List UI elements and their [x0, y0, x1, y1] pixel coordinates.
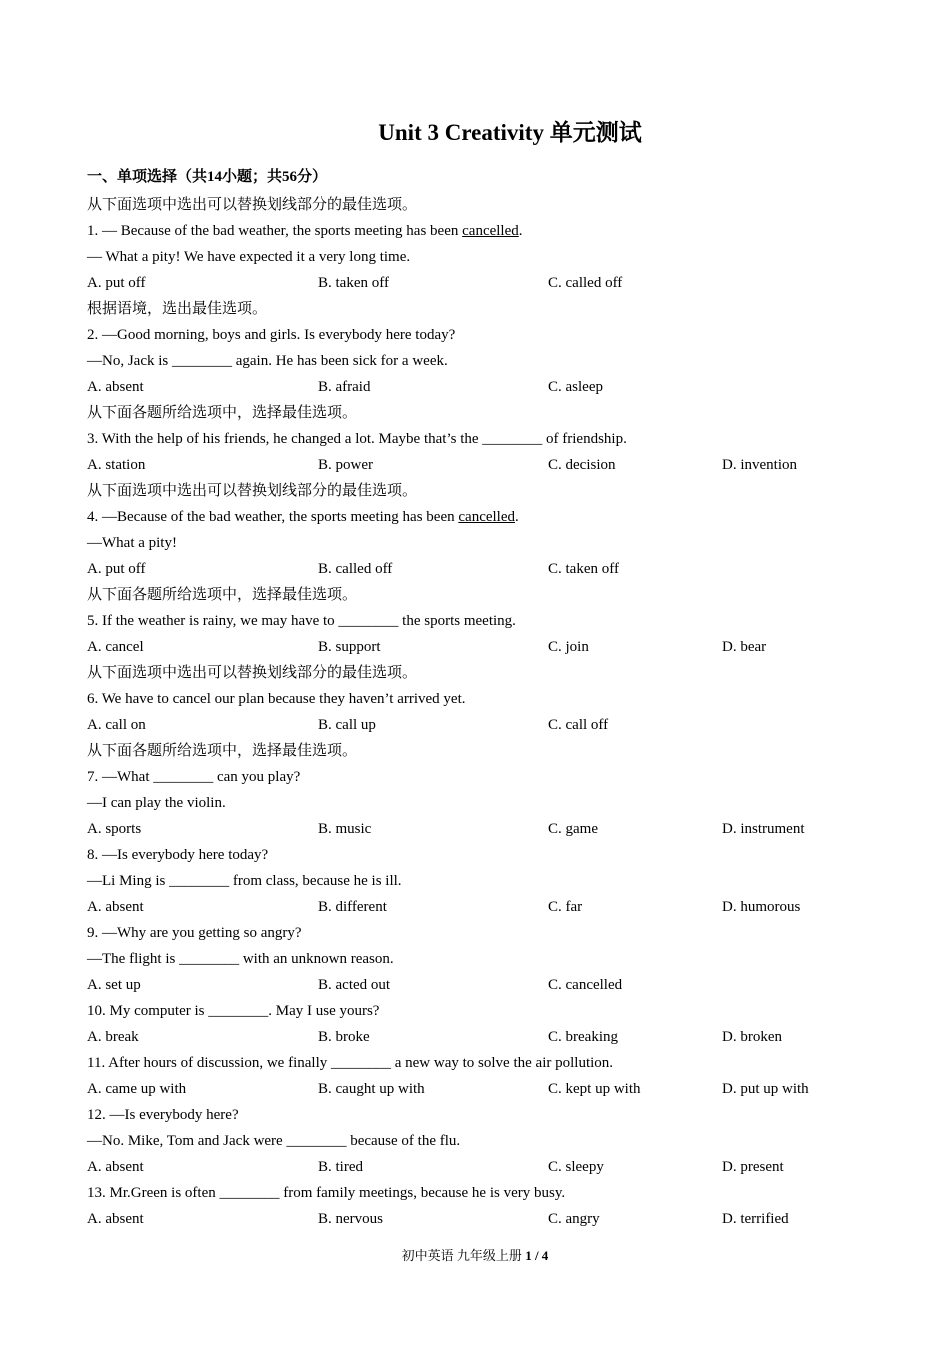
question-text: —The flight is ________ with an unknown reason.	[87, 951, 394, 967]
question-line	[87, 244, 887, 270]
question-line	[87, 348, 887, 374]
answer-option[interactable]: A. station	[87, 457, 146, 473]
answer-option[interactable]: A. put off	[87, 275, 146, 291]
answer-option[interactable]: D. bear	[722, 639, 767, 655]
answer-option[interactable]: A. cancel	[87, 639, 144, 655]
answer-option[interactable]: B. different	[318, 899, 387, 915]
answer-option[interactable]: C. join	[548, 639, 589, 655]
instruction-text: 从下面选项中选出可以替换划线部分的最佳选项。	[87, 197, 418, 213]
answer-option[interactable]: D. invention	[722, 457, 797, 473]
question-line	[87, 426, 887, 452]
question-text: —No. Mike, Tom and Jack were ________ because of the flu.	[87, 1133, 461, 1149]
answer-option[interactable]: C. far	[548, 899, 583, 915]
answer-option[interactable]: D. humorous	[722, 899, 801, 915]
answer-option[interactable]: A. put off	[87, 561, 146, 577]
question-text: 10. My computer is ________. May I use yours?	[87, 1003, 380, 1019]
answer-option[interactable]: B. called off	[318, 561, 393, 577]
answer-option[interactable]: A. absent	[87, 1211, 144, 1227]
question-block	[87, 660, 887, 738]
answer-options	[87, 816, 887, 842]
answer-option[interactable]: C. kept up with	[548, 1081, 641, 1097]
question-block	[87, 738, 887, 842]
instruction-text: 从下面各题所给选项中，选择最佳选项。	[87, 743, 358, 759]
answer-options	[87, 712, 887, 738]
answer-option[interactable]: C. breaking	[548, 1029, 618, 1045]
answer-option[interactable]: D. terrified	[722, 1211, 789, 1227]
answer-option[interactable]: B. taken off	[318, 275, 389, 291]
question-text: —I can play the violin.	[87, 795, 226, 811]
answer-option[interactable]: D. present	[722, 1159, 784, 1175]
question-line	[87, 790, 887, 816]
question-line	[87, 1102, 887, 1128]
question-line	[87, 764, 887, 790]
instruction-text: 从下面各题所给选项中，选择最佳选项。	[87, 405, 358, 421]
question-block	[87, 842, 887, 920]
question-list	[87, 192, 887, 1232]
question-text: 12. —Is everybody here?	[87, 1107, 239, 1123]
answer-option[interactable]: B. caught up with	[318, 1081, 425, 1097]
question-text: —No, Jack is ________ again. He has been sick for a week.	[87, 353, 448, 369]
answer-option[interactable]: C. sleepy	[548, 1159, 604, 1175]
underlined-word: cancelled	[462, 223, 519, 239]
instruction-text: 从下面各题所给选项中，选择最佳选项。	[87, 587, 358, 603]
question-line	[87, 842, 887, 868]
answer-options	[87, 452, 887, 478]
answer-option[interactable]: B. power	[318, 457, 373, 473]
question-block	[87, 400, 887, 478]
question-block	[87, 920, 887, 998]
question-text: — What a pity! We have expected it a very long time.	[87, 249, 411, 265]
question-text: 6. We have to cancel our plan because they haven’t arrived yet.	[87, 691, 466, 707]
question-line	[87, 868, 887, 894]
answer-options	[87, 894, 887, 920]
answer-option[interactable]: A. set up	[87, 977, 141, 993]
answer-option[interactable]: A. break	[87, 1029, 139, 1045]
answer-option[interactable]: C. taken off	[548, 561, 619, 577]
answer-option[interactable]: C. call off	[548, 717, 609, 733]
question-text: .	[515, 509, 519, 525]
answer-options	[87, 1154, 887, 1180]
answer-option[interactable]: D. instrument	[722, 821, 805, 837]
question-text: 3. With the help of his friends, he changed a lot. Maybe that’s the ________ of friendship.	[87, 431, 627, 447]
question-text: 1. — Because of the bad weather, the sports meeting has been	[87, 223, 463, 239]
question-block	[87, 1180, 887, 1232]
question-line	[87, 686, 887, 712]
answer-option[interactable]: A. sports	[87, 821, 142, 837]
answer-options	[87, 1076, 887, 1102]
question-text: 8. —Is everybody here today?	[87, 847, 269, 863]
question-text: 11. After hours of discussion, we finally ________ a new way to solve the air pollution.	[87, 1055, 614, 1071]
answer-option[interactable]: C. cancelled	[548, 977, 623, 993]
question-text: —Li Ming is ________ from class, because he is ill.	[87, 873, 402, 889]
instruction-text: 从下面选项中选出可以替换划线部分的最佳选项。	[87, 665, 418, 681]
question-block	[87, 998, 887, 1050]
page-footer	[0, 1246, 950, 1266]
answer-options	[87, 634, 887, 660]
answer-options	[87, 972, 887, 998]
answer-option[interactable]: A. absent	[87, 379, 144, 395]
answer-option[interactable]: B. acted out	[318, 977, 391, 993]
question-block	[87, 192, 887, 296]
question-text: 4. —Because of the bad weather, the sports meeting has been	[87, 509, 459, 525]
question-line	[87, 1128, 887, 1154]
answer-option[interactable]: A. call on	[87, 717, 146, 733]
answer-option[interactable]: B. call up	[318, 717, 376, 733]
question-line	[87, 218, 887, 244]
question-text: 5. If the weather is rainy, we may have to ________ the sports meeting.	[87, 613, 516, 629]
question-line	[87, 920, 887, 946]
question-text: —What a pity!	[87, 535, 177, 551]
question-line	[87, 608, 887, 634]
question-block	[87, 1050, 887, 1102]
question-line	[87, 1180, 887, 1206]
question-line	[87, 530, 887, 556]
answer-option[interactable]: D. put up with	[722, 1081, 809, 1097]
answer-option[interactable]: C. angry	[548, 1211, 600, 1227]
page-number: 1 / 4	[525, 1248, 549, 1263]
answer-option[interactable]: A. absent	[87, 1159, 144, 1175]
question-block	[87, 478, 887, 582]
question-line	[87, 1050, 887, 1076]
answer-option[interactable]: C. game	[548, 821, 598, 837]
answer-option[interactable]: B. nervous	[318, 1211, 383, 1227]
answer-option[interactable]: B. broke	[318, 1029, 370, 1045]
answer-option[interactable]: B. tired	[318, 1159, 363, 1175]
question-block	[87, 1102, 887, 1180]
answer-options	[87, 374, 887, 400]
answer-options	[87, 1024, 887, 1050]
answer-option[interactable]: C. decision	[548, 457, 616, 473]
footer-subject: 初中英语 九年级上册	[401, 1248, 526, 1263]
answer-option[interactable]: A. came up with	[87, 1081, 187, 1097]
question-line	[87, 998, 887, 1024]
answer-option[interactable]: B. support	[318, 639, 381, 655]
instruction-text: 从下面选项中选出可以替换划线部分的最佳选项。	[87, 483, 418, 499]
answer-options	[87, 270, 887, 296]
answer-option[interactable]: A. absent	[87, 899, 144, 915]
answer-options	[87, 556, 887, 582]
answer-option[interactable]: C. called off	[548, 275, 623, 291]
question-line	[87, 322, 887, 348]
answer-options	[87, 1206, 887, 1232]
question-line	[87, 946, 887, 972]
question-block	[87, 582, 887, 660]
answer-option[interactable]: B. music	[318, 821, 372, 837]
instruction-text: 根据语境，选出最佳选项。	[87, 301, 268, 317]
question-line	[87, 504, 887, 530]
page-title: Unit 3 Creativity 单元测试	[378, 120, 642, 145]
question-text: 2. —Good morning, boys and girls. Is everybody here today?	[87, 327, 456, 343]
question-text: 9. —Why are you getting so angry?	[87, 925, 302, 941]
section-heading: 一、单项选择（共14小题；共56分）	[87, 169, 328, 185]
answer-option[interactable]: D. broken	[722, 1029, 782, 1045]
underlined-word: cancelled	[458, 509, 515, 525]
question-text: 13. Mr.Green is often ________ from family meetings, because he is very busy.	[87, 1185, 566, 1201]
question-text: .	[518, 223, 523, 239]
answer-option[interactable]: C. asleep	[548, 379, 603, 395]
answer-option[interactable]: B. afraid	[318, 379, 371, 395]
question-text: 7. —What ________ can you play?	[87, 769, 301, 785]
question-block	[87, 296, 887, 400]
